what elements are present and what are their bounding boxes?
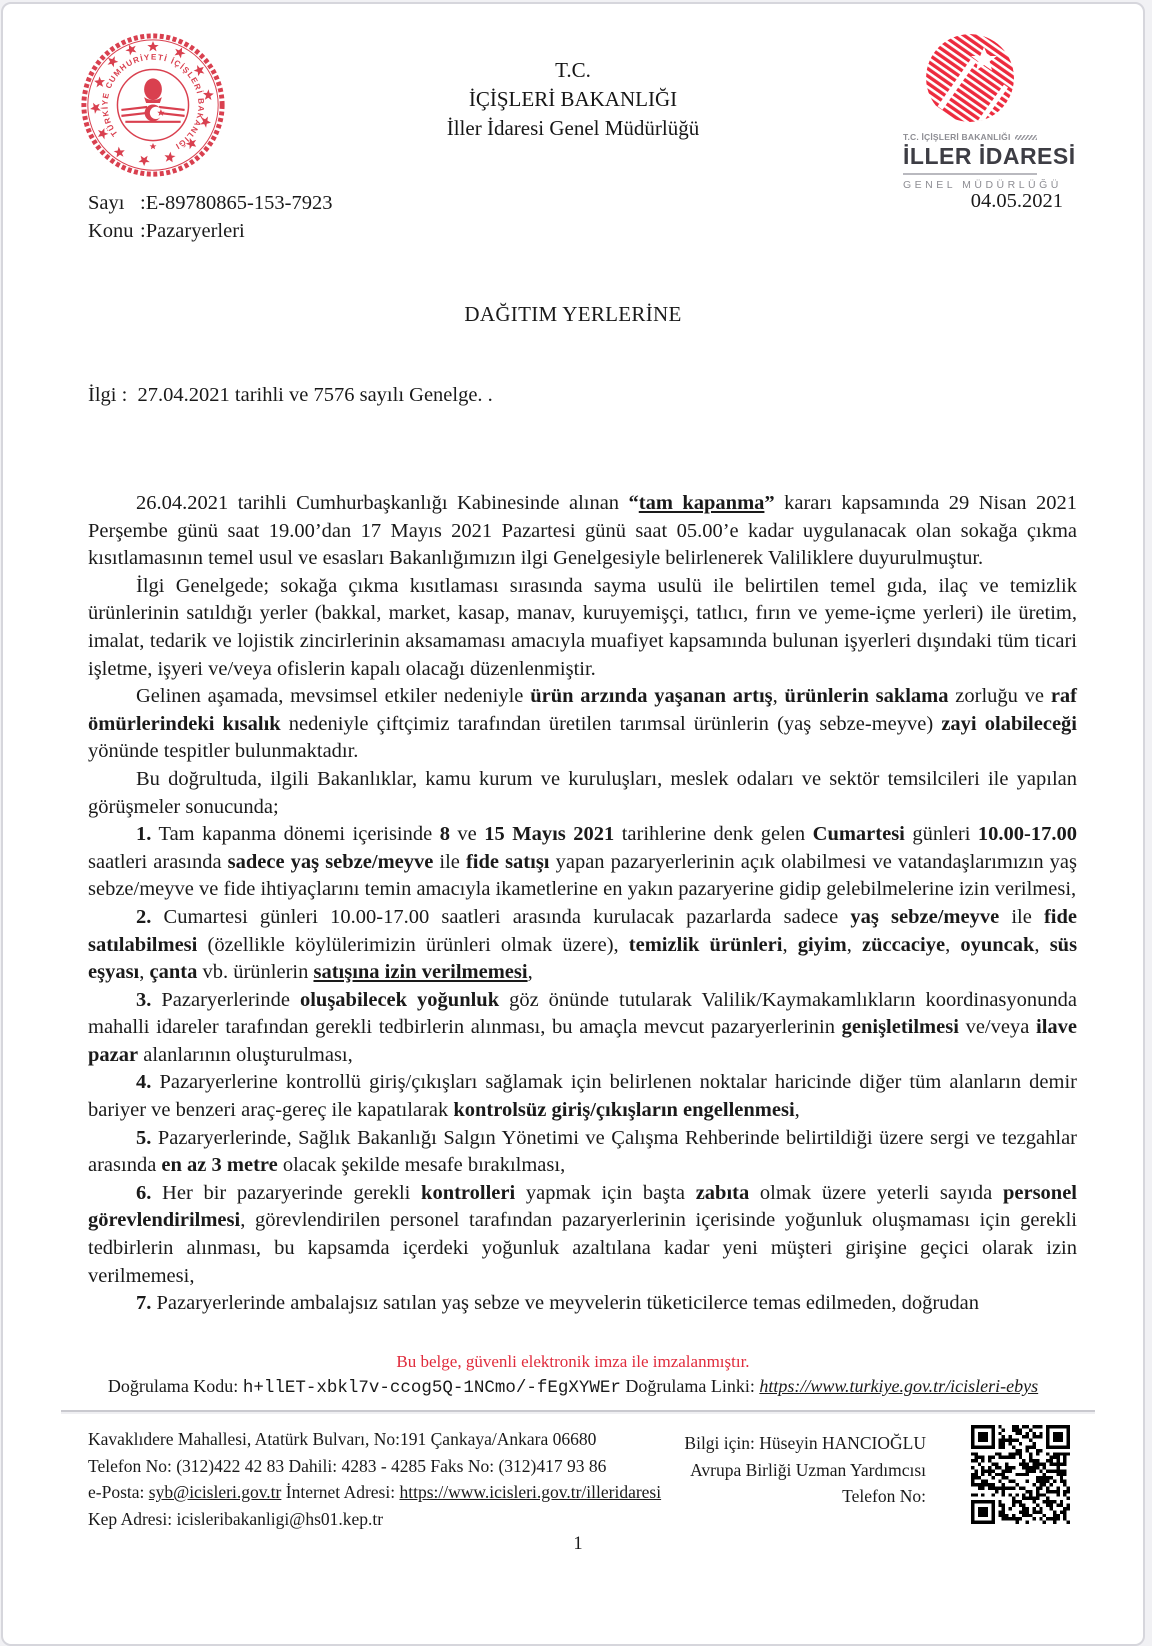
text-run: 2.: [136, 905, 152, 928]
text-run: yaş sebze/meyve: [850, 905, 1000, 928]
email-link[interactable]: syb@icisleri.gov.tr: [148, 1482, 282, 1502]
text-run: zorluğu ve: [948, 685, 1051, 708]
text-run: İnternet Adresi:: [281, 1482, 400, 1502]
verification-link[interactable]: https://www.turkiye.gov.tr/icisleri-ebys: [759, 1376, 1039, 1396]
text-run: zabıta: [695, 1181, 750, 1204]
paragraph: [88, 1069, 1077, 1124]
text-run: en az 3 metre: [161, 1154, 278, 1177]
text-run: sadece yaş sebze/meyve: [227, 850, 434, 873]
text-run: 15 Mayıs 2021: [484, 823, 615, 846]
paragraph: [88, 766, 1077, 821]
text-run: “: [628, 492, 639, 514]
text-run: 10.00-17.00: [977, 823, 1077, 846]
text-run: Bu doğrultuda, ilgili Bakanlıklar, kamu kurum ve kuruluşları, meslek odaları ve sektör temsilcileri ile yapılan görüşmeler sonucunda;: [88, 767, 1077, 818]
paragraph: [88, 987, 1077, 1070]
footer-divider: [61, 1410, 1095, 1414]
logo-subtitle: GENEL MÜDÜRLÜĞÜ: [903, 178, 1062, 191]
verification-line: [3, 1376, 1143, 1398]
website-link[interactable]: https://www.icisleri.gov.tr/illeridaresi: [399, 1482, 662, 1502]
footer-contact-line: [88, 1453, 661, 1480]
text-run: giyim: [797, 933, 847, 956]
text-run: temizlik ürünleri: [628, 933, 783, 956]
text-run: Pazaryerlerinde: [151, 988, 300, 1011]
text-run: Kavaklıdere Mahallesi, Atatürk Bulvarı, No:191 Çankaya/Ankara 06680: [88, 1429, 597, 1449]
text-run: e-Posta:: [88, 1482, 149, 1502]
text-run: , görevlendirilen personel tarafından pazaryerlerinin içerisinde yoğunluk oluşmaması için gerekli tedbirlerin alınması, bu kapsamda içerdeki yoğunluk azaltılana kadar yeni müşteri girişine geçici olarak izin verilmemesi,: [88, 1209, 1077, 1287]
text-run: yönünde tespitler bulunmaktadır.: [88, 740, 359, 763]
iller-idaresi-logo: [903, 30, 1076, 191]
text-run: Telefon No: (312)422 42 83 Dahili: 4283 - 4285 Faks No: (312)417 93 86: [88, 1455, 607, 1476]
document-body: [88, 490, 1077, 1318]
text-run: kararı kapsamında 29 Nisan 2021 Perşembe günü saat 19.00’dan 17 Mayıs 2021 Pazartesi günü saat 05.00’e kadar uygulanacak olan sokağa çıkma kısıtlamasının temel usul ve esasları Bakanlığımızın ilgi Genelgesiyle belirlenerek Valiliklere duyurulmuştur.: [88, 492, 1077, 570]
text-run: kontrolleri: [421, 1181, 516, 1204]
text-run: satışına izin verilmemesi: [313, 961, 528, 984]
text-run: olacak şekilde mesafe bırakılması,: [277, 1154, 566, 1177]
letterhead-tc: T.C.: [555, 58, 591, 82]
paragraph: [88, 573, 1077, 683]
text-run: Pazaryerlerinde, Sağlık Bakanlığı Salgın Yönetimi ve Çalışma Rehberinde belirtildiği üzere sergi ve tezgahlar arasında: [88, 1126, 1077, 1177]
text-run: İlgi Genelgede; sokağa çıkma kısıtlaması sırasında sayma usulü ile belirtilen temel gıda, ilaç ve temizlik ürünlerinin satıldığı yerler (bakkal, market, kasap, manav, kuruyemişçi, tatlıcı, fırın ve yeme-içme yerleri) ile üretim, imalat, tedarik ve lojistik zincirlerinin aksamaması amacıyla muafiyet kapsamında bulunan işyerleri dışındaki tüm ticari işletme, işyeri ve/veya ofislerin kapalı olacağı düzenlenmiştir.: [88, 574, 1077, 680]
text-run: 5.: [136, 1126, 152, 1149]
text-run: personel görevlendirilmesi: [88, 1181, 1077, 1232]
text-run: ,: [846, 933, 862, 956]
text-run: alanlarının oluşturulması,: [138, 1043, 353, 1066]
text-run: ,: [772, 685, 785, 708]
footer-info-line: Bilgi için: Hüseyin HANCIOĞLU: [684, 1433, 926, 1453]
text-run: çanta: [149, 961, 198, 984]
text-run: Doğrulama Linki:: [620, 1376, 760, 1396]
paragraph: [88, 490, 1077, 573]
recipient-line: DAĞITIM YERLERİNE: [464, 302, 682, 326]
document-page: [1, 2, 1145, 1646]
konu-value: :Pazaryerleri: [140, 219, 245, 242]
text-run: ürün arzında yaşanan artış: [530, 685, 773, 708]
footer-contact-line: [88, 1506, 661, 1533]
text-run: göz önünde tutularak Valilik/Kaymakamlıkların koordinasyonunda mahalli idareler tarafından gerekli tedbirlerin alınması, bu amaçla mevcut pazaryerlerinin: [88, 988, 1077, 1039]
text-run: vb. ürünlerin: [197, 961, 314, 984]
text-run: Pazaryerlerinde ambalajsız satılan yaş sebze ve meyvelerin tüketicilerce temas edilmeden, doğrudan: [151, 1292, 979, 1315]
text-run: ”: [764, 492, 775, 514]
footer-info-block: [684, 1430, 926, 1510]
text-run: yapmak için başta: [515, 1181, 696, 1204]
text-run: Doğrulama Kodu:: [107, 1376, 243, 1396]
text-run: Tam kapanma dönemi içerisinde: [151, 823, 440, 846]
text-run: Kep Adresi: icisleribakanligi@hs01.kep.tr: [88, 1508, 384, 1529]
footer-contact-line: [88, 1479, 661, 1506]
paragraph: [88, 821, 1077, 904]
text-run: zayi olabileceği: [941, 712, 1077, 735]
logo-title: İLLER İDARESİ: [903, 143, 1076, 169]
paragraph: [88, 1290, 1077, 1318]
text-run: nedeniyle çiftçimiz tarafından üretilen tarımsal ürünlerin (yaş sebze-meyve): [280, 712, 942, 735]
text-run: ve/veya: [958, 1016, 1036, 1039]
text-run: Gelinen aşamada, mevsimsel etkiler nedeniyle: [136, 685, 531, 708]
text-run: saatleri arasında: [88, 850, 228, 873]
logo-rule: [903, 173, 1037, 175]
text-run: günleri: [904, 823, 978, 846]
text-run: genişletilmesi: [841, 1016, 959, 1039]
text-run: Her bir pazaryerinde gerekli: [151, 1181, 422, 1204]
paragraph: [88, 1125, 1077, 1180]
text-run: tarihlerine denk gelen: [614, 823, 813, 846]
text-run: oyuncak: [960, 933, 1035, 956]
konu-label: Konu: [88, 219, 134, 242]
letterhead-directorate: İller İdaresi Genel Müdürlüğü: [446, 116, 700, 140]
text-run: 8: [439, 823, 450, 846]
text-run: Pazaryerlerine kontrollü giriş/çıkışları sağlamak için belirlenen noktalar haricinde diğer tüm alanların demir bariyer ve benzeri araç-gereç ile kapatılarak: [88, 1071, 1077, 1122]
esign-note: Bu belge, güvenli elektronik imza ile imzalanmıştır.: [396, 1352, 750, 1371]
text-run: olmak üzere yeterli sayıda: [749, 1181, 1003, 1204]
logo-small-title: T.C. İÇİŞLERİ BAKANLIĞI: [903, 132, 1011, 142]
text-run: kontrolsüz giriş/çıkışların engellenmesi: [453, 1099, 795, 1122]
footer-info-line: Telefon No:: [842, 1486, 926, 1506]
qr-code-icon: [971, 1425, 1070, 1524]
iller-idaresi-logo-icon: [922, 30, 1018, 126]
seal-ring-text: TÜRKİYE CUMHURİYETİ İÇİŞLERİ BAKANLIĞI: [100, 52, 206, 152]
text-run: ilave pazar: [88, 1016, 1077, 1066]
reference-line: İlgi : 27.04.2021 tarihli ve 7576 sayılı Genelge. .: [88, 384, 493, 406]
text-run: yapan pazaryerlerinin açık olabilmesi ve vatandaşlarımızın yaş sebze/meyve ve fide ihtiyaçlarını temin amacıyla ikametlerine en yakın pazaryerine gidip gelebilmelerine izin verilmesi,: [88, 850, 1077, 901]
text-run: ,: [139, 961, 150, 984]
letterhead-ministry: İÇİŞLERİ BAKANLIĞI: [468, 87, 678, 111]
text-run: ürünlerin saklama: [784, 685, 949, 708]
text-run: ile: [999, 905, 1044, 928]
page-number: 1: [573, 1534, 583, 1554]
text-run: 4.: [136, 1071, 152, 1094]
document-date: 04.05.2021: [970, 190, 1063, 212]
text-run: tam kapanma: [638, 492, 765, 514]
footer-contact-line: [88, 1426, 661, 1453]
logo-hatch-bar: [1015, 135, 1037, 140]
text-run: ,: [794, 1099, 800, 1122]
text-run: 3.: [136, 988, 152, 1011]
text-run: fide satılabilmesi: [88, 905, 1077, 956]
text-run: züccaciye: [861, 933, 946, 956]
text-run: 1.: [136, 823, 152, 846]
text-run: fide satışı: [465, 850, 550, 873]
text-run: ,: [527, 961, 533, 984]
text-run: ve: [449, 823, 485, 846]
text-run: ile: [433, 850, 466, 873]
text-run: h+llET-xbkl7v-ccog5Q-1NCmo/-fEgXYWEr: [242, 1378, 621, 1398]
sayi-label: Sayı: [88, 192, 125, 214]
footer-info-line: Avrupa Birliği Uzman Yardımcısı: [690, 1459, 926, 1480]
text-run: 6.: [136, 1181, 152, 1204]
paragraph: [88, 904, 1077, 987]
paragraph: [88, 1180, 1077, 1290]
text-run: ,: [1034, 933, 1050, 956]
text-run: Cumartesi günleri 10.00-17.00 saatleri arasında kurulacak pazarlarda sadece: [151, 905, 851, 928]
paragraph: [88, 683, 1077, 766]
text-run: 7.: [136, 1292, 152, 1315]
text-run: (özellikle köylülerimizin ürünleri olmak üzere),: [197, 933, 629, 956]
text-run: Cumartesi: [812, 823, 905, 846]
text-run: oluşabilecek yoğunluk: [299, 988, 500, 1011]
sayi-value: :E-89780865-153-7923: [140, 192, 333, 214]
text-run: süs eşyası: [88, 933, 1078, 984]
text-run: ,: [945, 933, 961, 956]
text-run: ,: [782, 933, 798, 956]
footer-contact-block: [88, 1426, 661, 1532]
text-run: 26.04.2021 tarihli Cumhurbaşkanlığı Kabinesinde alınan: [136, 492, 629, 514]
document-meta: [88, 190, 332, 245]
text-run: raf ömürlerindeki kısalık: [88, 685, 1077, 735]
